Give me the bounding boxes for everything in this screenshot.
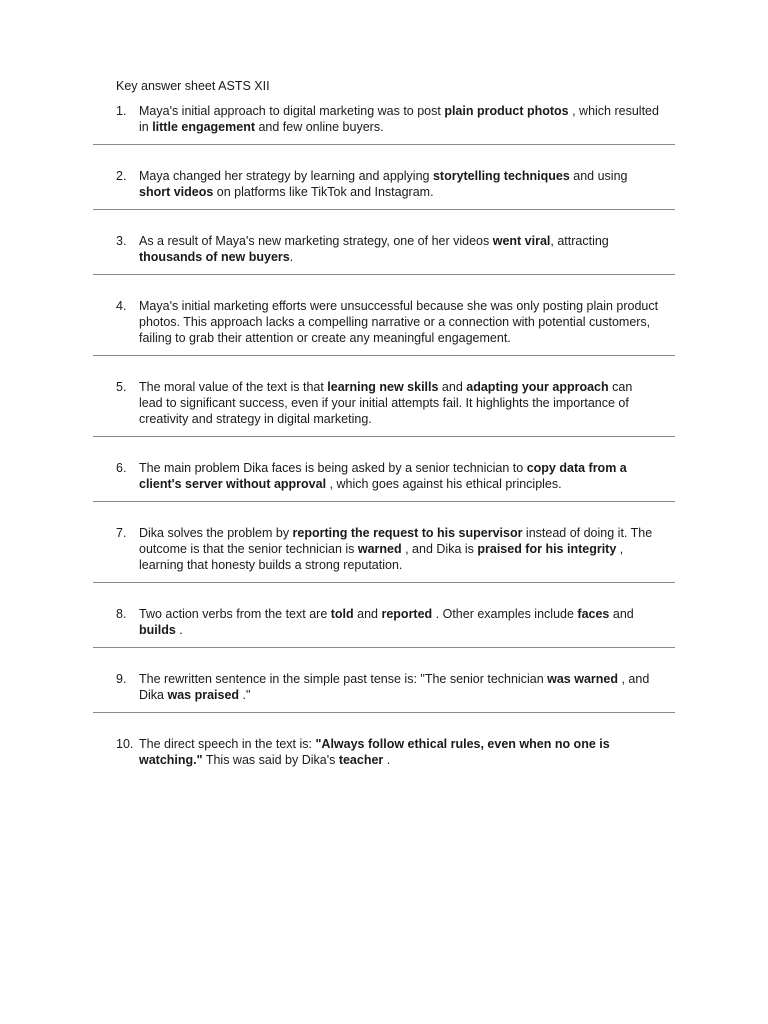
answer-keyword: went viral xyxy=(492,234,551,248)
answer-text xyxy=(139,460,659,492)
answer-text xyxy=(139,103,659,135)
answer-keyword: copy data from a client's server without approval xyxy=(139,461,627,491)
answer-text-run: Maya's initial approach to digital marketing was to post xyxy=(139,104,445,118)
answer-text-run: Maya's initial marketing efforts were unsuccessful because she was only posting plain product photos. This approach lacks a compelling narrative or a connection with potential customers, failing to grab their attention or create any meaningful engagement. xyxy=(139,299,659,345)
answer-text-run: The moral value of the text is that xyxy=(139,380,328,394)
answer-keyword: reported xyxy=(381,607,433,621)
answer-item xyxy=(116,460,656,492)
answer-item xyxy=(116,103,659,135)
answer-item xyxy=(116,298,659,346)
answer-number: 9. xyxy=(116,672,127,686)
answer-number: 1. xyxy=(116,104,127,118)
answer-item xyxy=(116,736,656,768)
answer-text-run: and few online buyers. xyxy=(255,120,384,134)
answer-number: 4. xyxy=(116,299,127,313)
answer-text-run: As a result of Maya's new marketing strategy, one of her videos xyxy=(139,234,493,248)
answer-text-run: . xyxy=(289,250,294,264)
answer-item xyxy=(116,233,656,265)
answer-text-run: Dika solves the problem by xyxy=(139,526,293,540)
answer-text-run: , which goes against his ethical principles. xyxy=(326,477,562,491)
divider xyxy=(93,209,675,210)
answer-text-run: , and Dika is xyxy=(401,542,478,556)
answer-text-run: on platforms like TikTok and Instagram. xyxy=(213,185,434,199)
answer-text-run: , learning that honesty builds a strong reputation. xyxy=(139,542,624,572)
answer-number: 7. xyxy=(116,526,127,540)
answer-text-run: The direct speech in the text is: xyxy=(139,737,316,751)
answer-text-run: and xyxy=(609,607,634,621)
answer-keyword: builds xyxy=(139,623,176,637)
answer-text-run: , attracting xyxy=(550,234,609,248)
answer-text xyxy=(139,233,659,265)
answer-keyword: reporting the request to his supervisor xyxy=(292,526,523,540)
divider xyxy=(93,647,675,648)
answer-text xyxy=(139,736,659,768)
answer-keyword: plain product photos xyxy=(444,104,569,118)
answer-text-run: . xyxy=(383,753,391,767)
divider xyxy=(93,582,675,583)
answer-text-run: . xyxy=(175,623,183,637)
answer-text-run: The main problem Dika faces is being asked by a senior technician to xyxy=(139,461,527,475)
answer-text-run: This was said by Dika's xyxy=(202,753,339,767)
answer-item xyxy=(116,671,656,703)
answer-text-run: . Other examples include xyxy=(432,607,578,621)
answer-text-run: , which resulted in xyxy=(139,104,659,134)
divider xyxy=(93,436,675,437)
answer-text-run: ." xyxy=(239,688,251,702)
divider xyxy=(93,712,675,713)
answer-keyword: thousands of new buyers xyxy=(139,250,290,264)
divider xyxy=(93,355,675,356)
answer-keyword: was praised xyxy=(167,688,240,702)
answer-text xyxy=(139,671,659,703)
answer-keyword: warned xyxy=(357,542,402,556)
answer-text-run: and xyxy=(353,607,382,621)
answer-keyword: short videos xyxy=(139,185,214,199)
answer-text-run: The rewritten sentence in the simple past tense is: "The senior technician xyxy=(139,672,548,686)
answer-number: 5. xyxy=(116,380,127,394)
divider xyxy=(93,144,675,145)
answer-item xyxy=(116,379,656,427)
answer-item xyxy=(116,525,656,573)
answer-number: 6. xyxy=(116,461,127,475)
answer-text xyxy=(139,606,659,638)
answer-number: 10. xyxy=(116,737,134,751)
answer-text-run: and using xyxy=(569,169,628,183)
answer-text xyxy=(139,298,659,346)
answer-keyword: storytelling techniques xyxy=(432,169,570,183)
document-title: Key answer sheet ASTS XII xyxy=(116,79,270,93)
answer-text-run: can lead to significant success, even if your initial attempts fail. It highlights the importance of creativity and strategy in digital marketing. xyxy=(139,380,633,426)
answer-keyword: told xyxy=(330,607,354,621)
answer-keyword: was warned xyxy=(547,672,618,686)
answer-keyword: "Always follow ethical rules, even when no one is watching." xyxy=(139,737,610,767)
answer-text xyxy=(139,168,659,200)
answer-text xyxy=(139,379,659,427)
answer-number: 2. xyxy=(116,169,127,183)
answer-item xyxy=(116,606,656,638)
answer-text-run: Two action verbs from the text are xyxy=(139,607,331,621)
answer-keyword: teacher xyxy=(338,753,384,767)
divider xyxy=(93,501,675,502)
answer-keyword: praised for his integrity xyxy=(477,542,617,556)
answer-keyword: faces xyxy=(577,607,610,621)
answer-number: 3. xyxy=(116,234,127,248)
answer-text-run: and xyxy=(438,380,467,394)
answer-keyword: little engagement xyxy=(152,120,255,134)
divider xyxy=(93,274,675,275)
answer-text-run: instead of doing it. The outcome is that the senior technician is xyxy=(139,526,653,556)
answer-number: 8. xyxy=(116,607,127,621)
answer-text-run: Maya changed her strategy by learning and applying xyxy=(139,169,433,183)
answer-keyword: learning new skills xyxy=(327,380,439,394)
answer-text xyxy=(139,525,659,573)
answer-text-run: , and Dika xyxy=(139,672,650,702)
answer-item xyxy=(116,168,656,200)
answer-keyword: adapting your approach xyxy=(466,380,609,394)
